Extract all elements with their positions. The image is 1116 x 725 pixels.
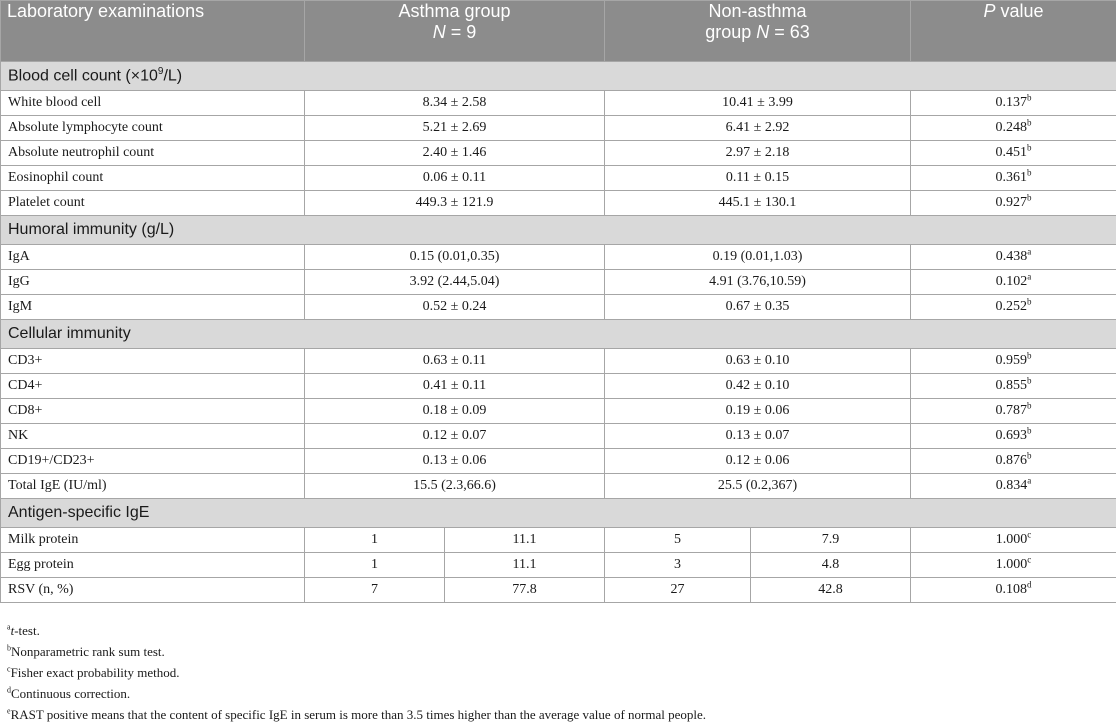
row-label: Absolute lymphocyte count xyxy=(1,116,305,141)
row-label: Eosinophil count xyxy=(1,166,305,191)
section-blood-cell-count xyxy=(1,62,1116,91)
p-value: 1.000$^c$ xyxy=(911,553,1116,578)
header-lab-exams: Laboratory examinations xyxy=(1,1,305,62)
asthma-count: 7 xyxy=(305,578,445,603)
table-row xyxy=(1,553,1116,578)
asthma-value: 449.3 ± 121.9 xyxy=(305,191,605,216)
asthma-value: 5.21 ± 2.69 xyxy=(305,116,605,141)
table-row xyxy=(1,166,1116,191)
non-asthma-count: 5 xyxy=(605,528,751,553)
p-value: 0.876$^b$ xyxy=(911,449,1116,474)
table-row xyxy=(1,245,1116,270)
non-asthma-count: 3 xyxy=(605,553,751,578)
row-label: IgA xyxy=(1,245,305,270)
table-row xyxy=(1,295,1116,320)
p-value: 0.438$^a$ xyxy=(911,245,1116,270)
row-label: Total IgE (IU/ml) xyxy=(1,474,305,499)
asthma-value: 3.92 (2.44,5.04) xyxy=(305,270,605,295)
footnote-b: $^b$Nonparametric rank sum test. xyxy=(7,641,706,662)
non-asthma-value: 0.19 ± 0.06 xyxy=(605,399,911,424)
p-value: 0.102$^a$ xyxy=(911,270,1116,295)
non-asthma-value: 2.97 ± 2.18 xyxy=(605,141,911,166)
row-label: IgG xyxy=(1,270,305,295)
non-asthma-count: 27 xyxy=(605,578,751,603)
table-row xyxy=(1,578,1116,603)
row-label: Platelet count xyxy=(1,191,305,216)
asthma-value: 0.63 ± 0.11 xyxy=(305,349,605,374)
row-label: CD19+/CD23+ xyxy=(1,449,305,474)
asthma-value: 2.40 ± 1.46 xyxy=(305,141,605,166)
asthma-count: 1 xyxy=(305,528,445,553)
header-p-value: P value xyxy=(911,1,1116,62)
p-value: 0.451$^b$ xyxy=(911,141,1116,166)
table-row xyxy=(1,399,1116,424)
row-label: Absolute neutrophil count xyxy=(1,141,305,166)
non-asthma-value: 25.5 (0.2,367) xyxy=(605,474,911,499)
footnote-a: $^a$t-test. xyxy=(7,620,706,641)
p-value: 0.834$^a$ xyxy=(911,474,1116,499)
asthma-percent: 77.8 xyxy=(445,578,605,603)
non-asthma-value: 445.1 ± 130.1 xyxy=(605,191,911,216)
table-row xyxy=(1,474,1116,499)
non-asthma-value: 0.13 ± 0.07 xyxy=(605,424,911,449)
p-value: 1.000$^c$ xyxy=(911,528,1116,553)
asthma-value: 0.13 ± 0.06 xyxy=(305,449,605,474)
p-value: 0.108$^d$ xyxy=(911,578,1116,603)
table-row xyxy=(1,270,1116,295)
row-label: CD4+ xyxy=(1,374,305,399)
row-label: CD8+ xyxy=(1,399,305,424)
asthma-value: 0.06 ± 0.11 xyxy=(305,166,605,191)
table-row xyxy=(1,528,1116,553)
p-value: 0.361$^b$ xyxy=(911,166,1116,191)
table-row xyxy=(1,349,1116,374)
non-asthma-value: 0.12 ± 0.06 xyxy=(605,449,911,474)
row-label: Egg protein xyxy=(1,553,305,578)
non-asthma-percent: 42.8 xyxy=(751,578,911,603)
p-value: 0.855$^b$ xyxy=(911,374,1116,399)
p-value: 0.248$^b$ xyxy=(911,116,1116,141)
section-title: Cellular immunity xyxy=(1,320,1116,349)
asthma-value: 0.41 ± 0.11 xyxy=(305,374,605,399)
non-asthma-value: 10.41 ± 3.99 xyxy=(605,91,911,116)
row-label: CD3+ xyxy=(1,349,305,374)
table-row xyxy=(1,91,1116,116)
row-label: White blood cell xyxy=(1,91,305,116)
asthma-value: 0.18 ± 0.09 xyxy=(305,399,605,424)
section-antigen-specific-ige xyxy=(1,499,1116,528)
asthma-value: 0.12 ± 0.07 xyxy=(305,424,605,449)
asthma-value: 15.5 (2.3,66.6) xyxy=(305,474,605,499)
non-asthma-value: 0.67 ± 0.35 xyxy=(605,295,911,320)
header-non-asthma-group: Non-asthma group N = 63 xyxy=(605,1,911,62)
non-asthma-value: 0.19 (0.01,1.03) xyxy=(605,245,911,270)
table-row xyxy=(1,374,1116,399)
non-asthma-value: 0.11 ± 0.15 xyxy=(605,166,911,191)
p-value: 0.693$^b$ xyxy=(911,424,1116,449)
non-asthma-value: 0.42 ± 0.10 xyxy=(605,374,911,399)
table-header-row xyxy=(1,1,1116,62)
section-title: Humoral immunity (g/L) xyxy=(1,216,1116,245)
table-row xyxy=(1,141,1116,166)
footnotes xyxy=(7,620,706,725)
p-value: 0.959$^b$ xyxy=(911,349,1116,374)
non-asthma-value: 0.63 ± 0.10 xyxy=(605,349,911,374)
non-asthma-percent: 4.8 xyxy=(751,553,911,578)
p-value: 0.137$^b$ xyxy=(911,91,1116,116)
section-cellular-immunity xyxy=(1,320,1116,349)
p-value: 0.787$^b$ xyxy=(911,399,1116,424)
non-asthma-value: 4.91 (3.76,10.59) xyxy=(605,270,911,295)
asthma-value: 0.15 (0.01,0.35) xyxy=(305,245,605,270)
asthma-count: 1 xyxy=(305,553,445,578)
row-label: RSV (n, %) xyxy=(1,578,305,603)
footnote-c: $^c$Fisher exact probability method. xyxy=(7,662,706,683)
non-asthma-percent: 7.9 xyxy=(751,528,911,553)
asthma-value: 0.52 ± 0.24 xyxy=(305,295,605,320)
table-row xyxy=(1,191,1116,216)
p-value: 0.252$^b$ xyxy=(911,295,1116,320)
row-label: IgM xyxy=(1,295,305,320)
section-title: Blood cell count $(\times 10^9/L)$ xyxy=(1,62,1116,91)
non-asthma-value: 6.41 ± 2.92 xyxy=(605,116,911,141)
header-asthma-group: Asthma group N = 9 xyxy=(305,1,605,62)
asthma-percent: 11.1 xyxy=(445,553,605,578)
row-label: NK xyxy=(1,424,305,449)
p-value: 0.927$^b$ xyxy=(911,191,1116,216)
section-title: Antigen-specific IgE xyxy=(1,499,1116,528)
asthma-value: 8.34 ± 2.58 xyxy=(305,91,605,116)
footnote-e: $^e$RAST positive means that the content of specific IgE in serum is more than 3.5 times higher than the average value of normal people. xyxy=(7,704,706,725)
row-label: Milk protein xyxy=(1,528,305,553)
asthma-percent: 11.1 xyxy=(445,528,605,553)
table-row xyxy=(1,449,1116,474)
footnote-d: $^d$Continuous correction. xyxy=(7,683,706,704)
table-row xyxy=(1,424,1116,449)
section-humoral-immunity xyxy=(1,216,1116,245)
table-row xyxy=(1,116,1116,141)
